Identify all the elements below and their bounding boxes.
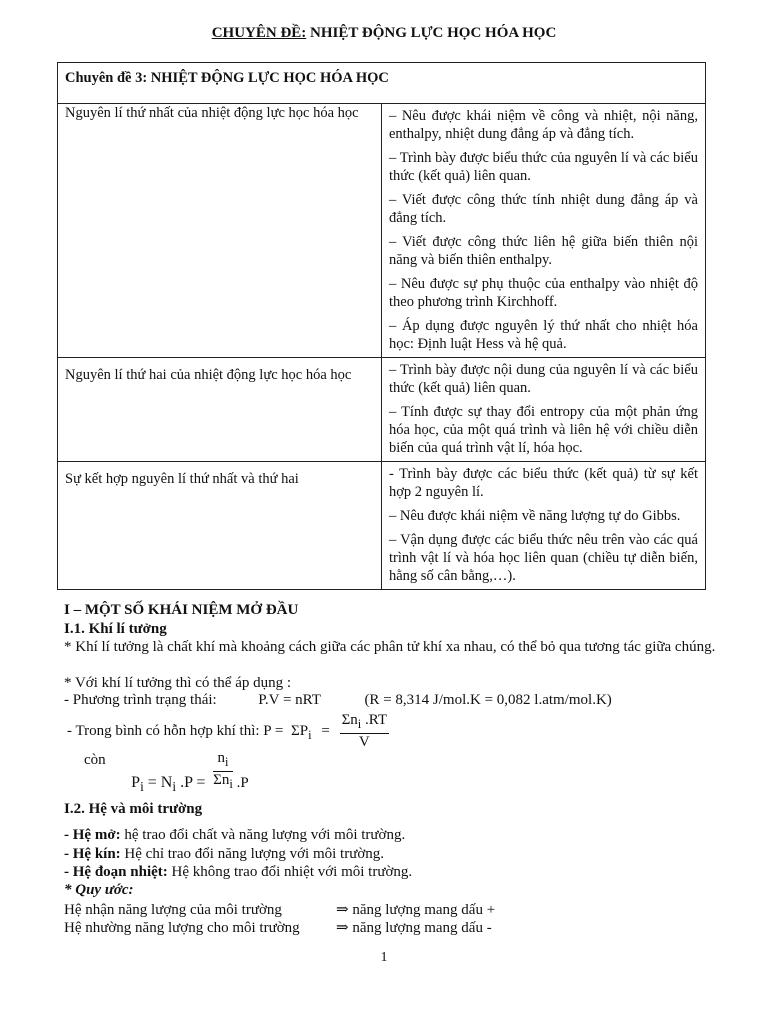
system-term: - Hệ kín: <box>64 846 121 862</box>
pi-num: n <box>217 750 225 766</box>
outcome-item: – Tính được sự thay đổi entropy của một phản ứng hóa học, của một quá trình và liên hệ với chiều diễn biến của quá trình vật lí, hóa học. <box>389 404 698 456</box>
mixture-num-rest: .RT <box>361 712 388 728</box>
table-row <box>58 104 706 358</box>
mixture-num-sub: i <box>357 717 362 731</box>
paragraph: * Với khí lí tưởng thì có thể áp dụng : <box>64 675 292 691</box>
pi-fraction <box>213 750 233 793</box>
pi-den: Σn <box>213 772 230 788</box>
system-desc: Hệ chỉ trao đổi năng lượng với môi trường. <box>120 846 385 862</box>
outcome-item: – Trình bày được biểu thức của nguyên lí và các biểu thức (kết quả) liên quan. <box>389 150 698 184</box>
topic-cell: Sự kết hợp nguyên lí thứ nhất và thứ hai <box>58 462 382 590</box>
state-label: - Phương trình trạng thái: <box>64 692 217 708</box>
page-title-rest: NHIỆT ĐỘNG LỰC HỌC HÓA HỌC <box>306 25 557 41</box>
subsection-heading: I.2. Hệ và môi trường <box>64 801 203 817</box>
outcomes-cell <box>382 462 706 590</box>
convention-left: Hệ nhường năng lượng cho môi trường <box>64 920 300 936</box>
subsection-heading: I.1. Khí lí tưởng <box>64 621 167 637</box>
table-row <box>58 462 706 590</box>
table-heading: Chuyên đề 3: NHIỆT ĐỘNG LỰC HỌC HÓA HỌC <box>58 63 706 104</box>
pi-tail: .P <box>236 774 249 791</box>
table-row <box>58 358 706 462</box>
mixture-den: V <box>358 734 370 750</box>
mixture-num: Σn <box>341 712 358 728</box>
outcomes-cell <box>382 104 706 358</box>
paragraph: * Khí lí tưởng là chất khí mà khoảng cách giữa các phân tử khí xa nhau, có thể bỏ qua tương tác giữa chúng. <box>64 639 716 655</box>
outcome-item: – Áp dụng được nguyên lý thứ nhất cho nhiệt hóa học: Định luật Hess và hệ quả. <box>389 318 698 352</box>
topic-cell: Nguyên lí thứ nhất của nhiệt động lực học hóa học <box>58 104 382 358</box>
outcome-item: – Trình bày được nội dung của nguyên lí và các biểu thức (kết quả) liên quan. <box>389 362 698 396</box>
convention-right: năng lượng mang dấu - <box>348 920 492 936</box>
syllabus-table <box>57 62 706 590</box>
system-term: - Hệ mở: <box>64 827 121 843</box>
outcome-item: – Nêu được khái niệm về công và nhiệt, nội năng, enthalpy, nhiệt dung đẳng áp và đẳng tích. <box>389 108 698 142</box>
con-label: còn <box>84 752 106 768</box>
pi-mid: .P = <box>176 773 206 791</box>
implies-icon: ⇒ <box>336 902 349 918</box>
section-heading: I – MỘT SỐ KHÁI NIỆM MỞ ĐẦU <box>64 602 299 618</box>
convention-label: * Quy ước: <box>64 882 134 898</box>
implies-icon: ⇒ <box>336 920 349 936</box>
pi-n-sub: i <box>172 779 177 795</box>
page-title-prefix: CHUYÊN ĐỀ: <box>211 25 307 41</box>
mixture-fraction <box>340 712 390 751</box>
system-desc: hệ trao đổi chất và năng lượng với môi trường. <box>120 827 406 843</box>
pi-num-sub: i <box>225 755 229 769</box>
pi-sub: i <box>140 779 144 795</box>
outcome-item: - Trình bày được các biểu thức (kết quả) từ sự kết hợp 2 nguyên lí. <box>389 466 698 500</box>
system-type-item <box>64 845 724 863</box>
system-desc: Hệ không trao đổi nhiệt với môi trường. <box>167 864 413 880</box>
outcome-item: – Nêu được khái niệm về năng lượng tự do Gibbs. <box>389 508 681 524</box>
gas-constant: (R = 8,314 J/mol.K = 0,082 l.atm/mol.K) <box>364 692 612 708</box>
mixture-sum: ΣP <box>291 722 309 739</box>
mixture-equals: = <box>321 722 330 739</box>
mixture-label: - Trong bình có hỗn hợp khí thì: P = <box>67 722 284 739</box>
page-number: 1 <box>380 950 388 965</box>
system-type-item <box>64 826 724 844</box>
outcome-item: – Nêu được sự phụ thuộc của enthalpy vào nhiệt độ theo phương trình Kirchhoff. <box>389 276 698 310</box>
state-equation-line <box>64 692 612 709</box>
topic-cell: Nguyên lí thứ hai của nhiệt động lực học hóa học <box>58 358 382 462</box>
mixture-line <box>67 712 389 751</box>
convention-line <box>64 900 495 919</box>
convention-line <box>64 918 492 937</box>
partial-pressure-line <box>84 748 249 795</box>
pi-symbol: P <box>131 773 141 791</box>
outcome-item: – Viết được công thức liên hệ giữa biến thiên nội năng và biến thiên enthalpy. <box>389 234 698 268</box>
pi-den-sub: i <box>229 777 233 791</box>
system-term: - Hệ đoạn nhiệt: <box>64 864 168 880</box>
outcomes-cell <box>382 358 706 462</box>
system-type-item <box>64 863 724 881</box>
convention-right: năng lượng mang dấu + <box>348 902 496 918</box>
convention-left: Hệ nhận năng lượng của môi trường <box>64 902 282 918</box>
state-equation: P.V = nRT <box>258 692 321 708</box>
outcome-item: – Viết được công thức tính nhiệt dung đẳng áp và đẳng tích. <box>389 192 698 226</box>
page-title <box>0 25 768 42</box>
outcome-item: – Vận dụng được các biểu thức nêu trên vào các quá trình vật lí và hóa học liên quan (chiều tự diễn biến, hằng số cân bằng,…). <box>389 532 698 584</box>
mixture-sum-sub: i <box>308 727 312 742</box>
pi-eq: = N <box>143 773 173 791</box>
